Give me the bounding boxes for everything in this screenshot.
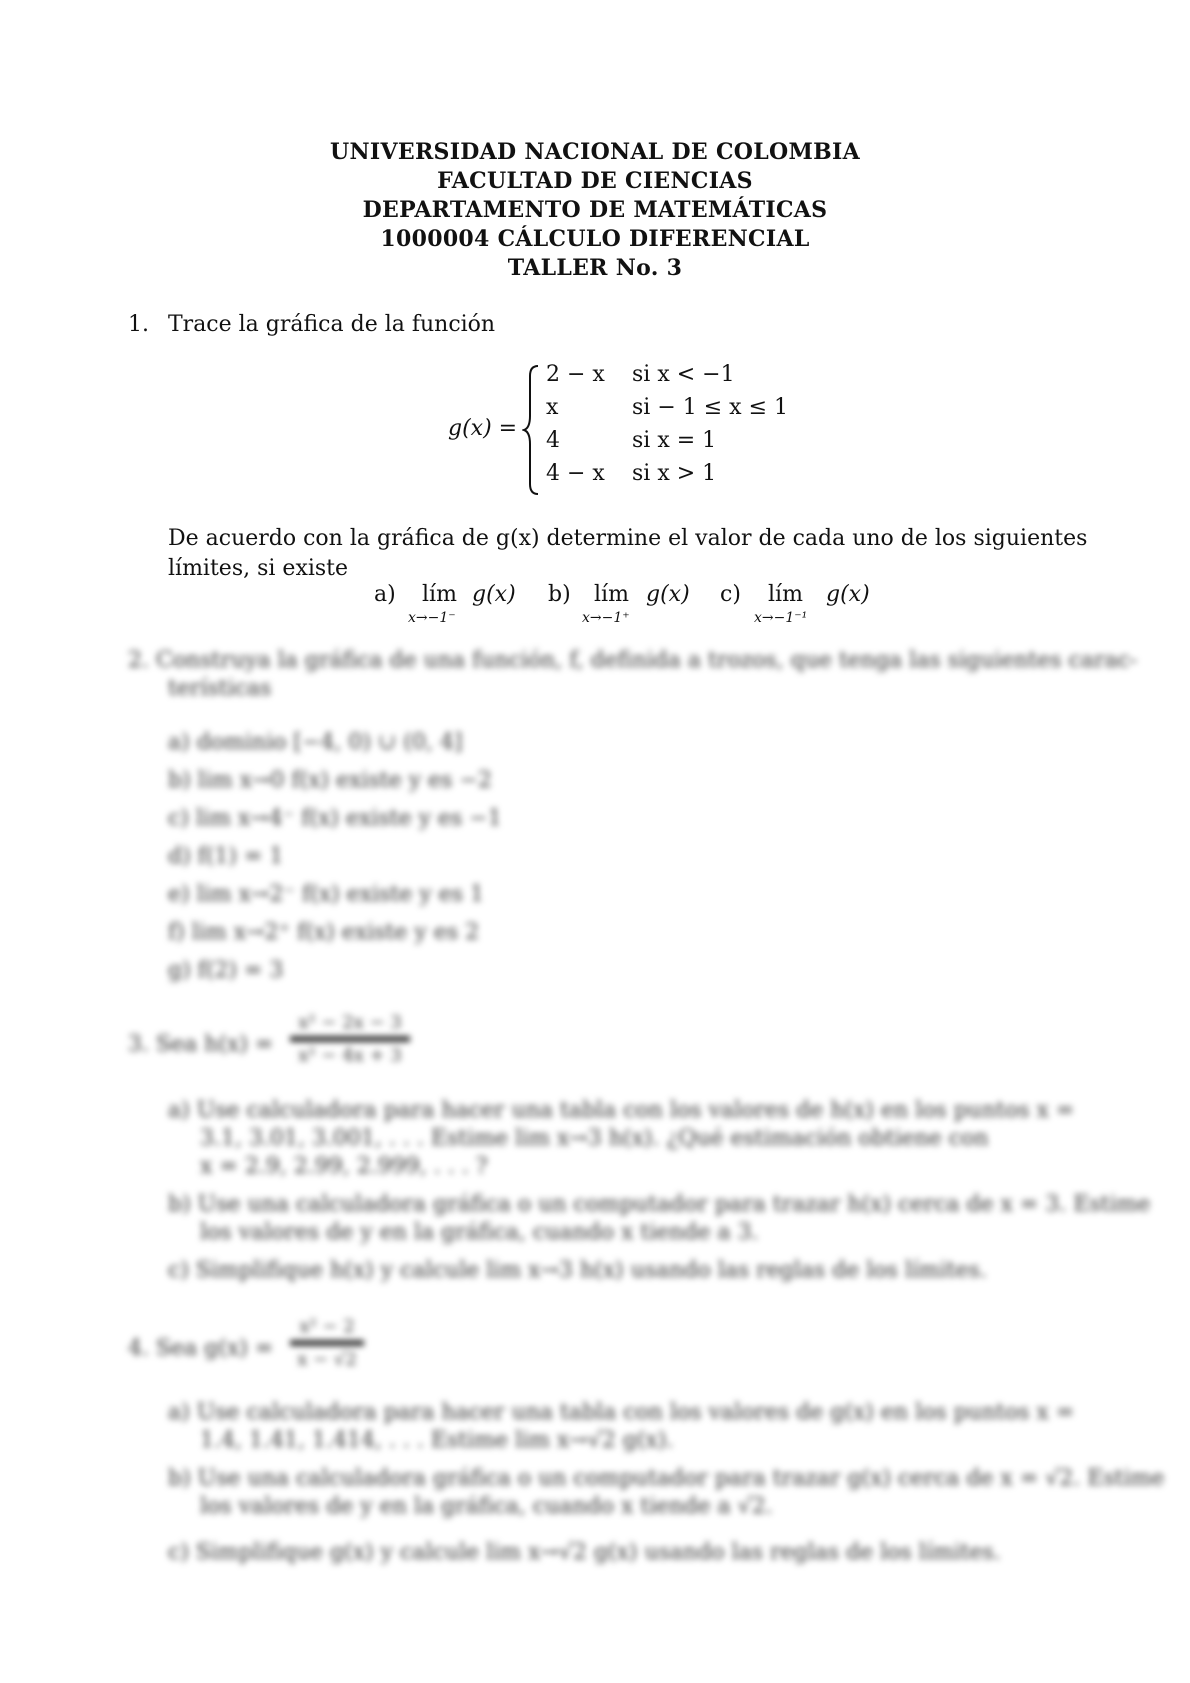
- limit-label: b): [548, 582, 571, 607]
- problem-4-item: b) Use una calculadora gráfica o un computador para trazar g(x) cerca de x = √2. Estime: [168, 1466, 1165, 1491]
- problem-4-item: los valores de y en la gráfica, cuando x tiende a √2.: [200, 1494, 773, 1519]
- case-condition: si x > 1: [632, 461, 717, 486]
- problem-3-item: 3.1, 3.01, 3.001, . . . Estime lim x→3 h(x). ¿Qué estimación obtiene con: [200, 1126, 989, 1151]
- limit-operator: lím: [422, 582, 457, 607]
- limit-function: g(x): [472, 582, 516, 607]
- problem-3-item: b) Use una calculadora gráfica o un computador para trazar h(x) cerca de x = 3. Estime: [168, 1192, 1151, 1217]
- limit-label: a): [374, 582, 396, 607]
- limit-function: g(x): [646, 582, 690, 607]
- limit-subscript: x→−1⁺: [582, 610, 630, 626]
- problem-2-item: d) f(1) = 1: [168, 844, 284, 869]
- case-expression: x: [546, 395, 559, 420]
- problem-3-item: c) Simplifique h(x) y calcule lim x→3 h(x) usando las reglas de los límites.: [168, 1258, 987, 1283]
- problem-text: Trace la gráfica de la función: [168, 312, 496, 337]
- fraction-denominator: x − √2: [297, 1349, 357, 1370]
- problem-4-item: a) Use calculadora para hacer una tabla con los valores de g(x) en los puntos x =: [168, 1400, 1075, 1425]
- fraction-numerator: x² − 2: [299, 1316, 355, 1337]
- problem-4-fraction: [290, 1316, 364, 1370]
- problem-4-lead: 4. Sea g(x) =: [128, 1336, 274, 1361]
- problem-2-line: 2. Construya la gráfica de una función, f, definida a trozos, que tenga las siguientes carac-: [128, 648, 1138, 673]
- limit-subscript: x→−1⁻¹: [754, 610, 808, 626]
- problem-2-item: a) dominio [−4, 0) ∪ (0, 4]: [168, 730, 463, 755]
- limit-function: g(x): [826, 582, 870, 607]
- function-name: g(x): [448, 416, 492, 441]
- limit-operator: lím: [768, 582, 803, 607]
- problem-2-item: g) f(2) = 3: [168, 958, 284, 983]
- worksheet-title: TALLER No. 3: [507, 255, 683, 281]
- fraction-numerator: x² − 2x − 3: [298, 1012, 402, 1033]
- case-condition: si x = 1: [632, 428, 717, 453]
- problem-3-fraction: [290, 1012, 410, 1066]
- department-name: DEPARTAMENTO DE MATEMÁTICAS: [362, 197, 828, 223]
- problem-4-item: c) Simplifique g(x) y calcule lim x→√2 g(x) usando las reglas de los límites.: [168, 1540, 1001, 1565]
- faculty-name: FACULTAD DE CIENCIAS: [437, 168, 753, 194]
- problem-2-item: c) lim x→4⁻ f(x) existe y es −1: [168, 806, 502, 831]
- problem-1-instructions: De acuerdo con la gráfica de g(x) determine el valor de cada uno de los siguientes límites, si existe: [168, 526, 1088, 581]
- problem-2-line: terísticas: [168, 676, 272, 701]
- limit-operator: lím: [594, 582, 629, 607]
- course-name: 1000004 CÁLCULO DIFERENCIAL: [380, 226, 810, 252]
- university-name: UNIVERSIDAD NACIONAL DE COLOMBIA: [330, 139, 860, 165]
- problem-3-lead: 3. Sea h(x) =: [128, 1032, 274, 1057]
- problem-number: 1.: [128, 312, 149, 337]
- limit-label: c): [720, 582, 741, 607]
- problem-3-item: los valores de y en la gráfica, cuando x tiende a 3.: [200, 1220, 759, 1245]
- case-expression: 4: [546, 428, 560, 453]
- problem-4-item: 1.4, 1.41, 1.414, . . . Estime lim x→√2 g(x).: [200, 1428, 674, 1453]
- equals-sign: =: [498, 416, 518, 441]
- case-expression: 2 − x: [546, 362, 605, 387]
- fraction-denominator: x² − 4x + 3: [298, 1045, 402, 1066]
- case-condition: si − 1 ≤ x ≤ 1: [632, 395, 788, 420]
- problem-2-item: e) lim x→2⁻ f(x) existe y es 1: [168, 882, 485, 907]
- problem-3-item: a) Use calculadora para hacer una tabla con los valores de h(x) en los puntos x =: [168, 1098, 1075, 1123]
- case-condition: si x < −1: [632, 362, 735, 387]
- fraction-bar: [290, 1036, 410, 1042]
- problem-3-item: x = 2.9, 2.99, 2.999, . . . ?: [200, 1154, 488, 1179]
- fraction-bar: [290, 1340, 364, 1346]
- problem-2-item: f) lim x→2⁺ f(x) existe y es 2: [168, 920, 480, 945]
- case-expression: 4 − x: [546, 461, 605, 486]
- problem-2-item: b) lim x→0 f(x) existe y es −2: [168, 768, 492, 793]
- limit-subscript: x→−1⁻: [408, 610, 456, 626]
